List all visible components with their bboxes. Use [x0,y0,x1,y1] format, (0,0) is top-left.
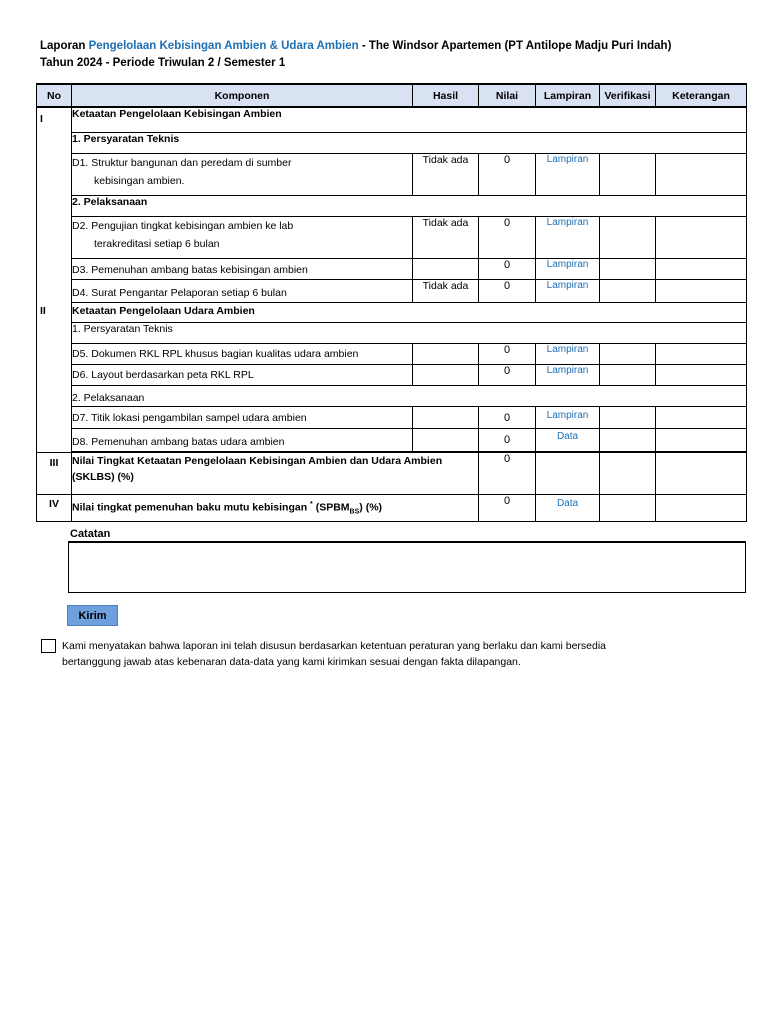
keterangan-cell [656,365,747,386]
section-number: I [37,107,72,303]
nilai-cell: 0 [479,258,536,279]
verifikasi-cell [600,279,656,302]
verifikasi-cell [600,344,656,365]
keterangan-cell [656,453,747,495]
table-header-row [37,84,747,107]
catatan-textarea[interactable] [68,541,746,593]
summary-row [37,495,747,522]
component-label: D1. Struktur bangunan dan peredam di sumber kebisingan ambien. [72,153,413,195]
verifikasi-cell [600,153,656,195]
nilai-cell: 0 [479,495,536,522]
summary-label: Nilai Tingkat Ketaatan Pengelolaan Kebisingan Ambien dan Udara Ambien (SKLBS) (%) [72,453,479,495]
report-period: Tahun 2024 - Periode Triwulan 2 / Semester 1 [40,57,286,69]
hasil-cell[interactable] [413,365,479,386]
section-number: III [37,453,72,495]
lampiran-link[interactable]: Lampiran [536,153,600,195]
lampiran-link[interactable]: Lampiran [536,279,600,302]
hasil-cell[interactable]: Tidak ada [413,216,479,258]
lampiran-link[interactable]: Lampiran [536,258,600,279]
nilai-cell: 0 [479,365,536,386]
verifikasi-cell [600,365,656,386]
nilai-cell: 0 [479,153,536,195]
data-link[interactable]: Data [536,495,600,522]
summary-row [37,453,747,495]
nilai-cell: 0 [479,429,536,452]
col-header-hasil: Hasil [413,84,479,107]
subsection-title: 2. Pelaksanaan [72,386,747,407]
verifikasi-cell [600,495,656,522]
report-header [40,38,671,72]
table-row [37,429,747,452]
lampiran-link[interactable]: Lampiran [536,365,600,386]
verifikasi-cell [600,407,656,429]
subsection-title: 2. Pelaksanaan [72,195,747,216]
keterangan-cell [656,429,747,452]
hasil-cell[interactable]: Tidak ada [413,153,479,195]
nilai-cell: 0 [479,407,536,429]
catatan-label: Catatan [70,528,111,540]
hasil-cell[interactable] [413,258,479,279]
hasil-cell[interactable] [413,344,479,365]
verifikasi-cell [600,453,656,495]
col-header-keterangan: Keterangan [656,84,747,107]
keterangan-cell [656,495,747,522]
col-header-verifikasi: Verifikasi [600,84,656,107]
declaration-text: Kami menyatakan bahwa laporan ini telah disusun berdasarkan ketentuan peraturan yang berlaku dan kami bersedia bertanggung jawab atas kebenaran data-data yang kami kirimkan sesuai dengan fakta dilapangan. [62,640,607,668]
table-row [37,153,747,195]
table-row [37,407,747,429]
section-row [37,107,747,132]
keterangan-cell [656,407,747,429]
col-header-komponen: Komponen [72,84,413,107]
col-header-nilai: Nilai [479,84,536,107]
hasil-cell[interactable] [413,407,479,429]
report-title-highlight: Pengelolaan Kebisingan Ambien & Udara Ambien [88,40,359,52]
component-label: D2. Pengujian tingkat kebisingan ambien ke lab terakreditasi setiap 6 bulan [72,216,413,258]
lampiran-cell [536,453,600,495]
keterangan-cell [656,153,747,195]
declaration-checkbox[interactable] [41,639,56,653]
section-title: Ketaatan Pengelolaan Udara Ambien [72,303,747,323]
verifikasi-cell [600,216,656,258]
table-row [37,216,747,258]
keterangan-cell [656,258,747,279]
verifikasi-cell [600,258,656,279]
summary-label: Nilai tingkat pemenuhan baku mutu kebisingan * $(SPBM_{BS})$ (%) [72,495,479,522]
subsection-row [37,386,747,407]
component-label: D3. Pemenuhan ambang batas kebisingan ambien [72,258,413,279]
component-label: D8. Pemenuhan ambang batas udara ambien [72,429,413,452]
subsection-title: 1. Persyaratan Teknis [72,323,747,344]
nilai-cell: 0 [479,279,536,302]
lampiran-link[interactable]: Lampiran [536,344,600,365]
hasil-cell[interactable]: Tidak ada [413,279,479,302]
component-label: D7. Titik lokasi pengambilan sampel udara ambien [72,407,413,429]
keterangan-cell [656,279,747,302]
table-row [37,258,747,279]
nilai-cell: 0 [479,344,536,365]
keterangan-cell [656,216,747,258]
component-label: D5. Dokumen RKL RPL khusus bagian kualitas udara ambien [72,344,413,365]
table-row [37,279,747,302]
report-table [36,83,747,522]
report-title: Laporan Pengelolaan Kebisingan Ambien & Udara Ambien - The Windsor Apartemen (PT Antilope Madju Puri Indah) [40,40,672,52]
hasil-cell[interactable] [413,429,479,452]
component-label: D6. Layout berdasarkan peta RKL RPL [72,365,413,386]
keterangan-cell [656,344,747,365]
kirim-button[interactable]: Kirim [67,605,118,626]
lampiran-link[interactable]: Lampiran [536,407,600,429]
section-number: IV [37,495,72,522]
section-row [37,303,747,323]
subsection-row [37,323,747,344]
subsection-title: 1. Persyaratan Teknis [72,132,747,153]
table-row [37,344,747,365]
nilai-cell: 0 [479,216,536,258]
table-row [37,365,747,386]
nilai-cell: 0 [479,453,536,495]
component-label: D4. Surat Pengantar Pelaporan setiap 6 bulan [72,279,413,302]
col-header-no: No [37,84,72,107]
subsection-row [37,132,747,153]
col-header-lampiran: Lampiran [536,84,600,107]
data-link[interactable]: Data [536,429,600,452]
subsection-row [37,195,747,216]
section-title: Ketaatan Pengelolaan Kebisingan Ambien [72,107,747,132]
section-number: II [37,303,72,453]
lampiran-link[interactable]: Lampiran [536,216,600,258]
verifikasi-cell [600,429,656,452]
